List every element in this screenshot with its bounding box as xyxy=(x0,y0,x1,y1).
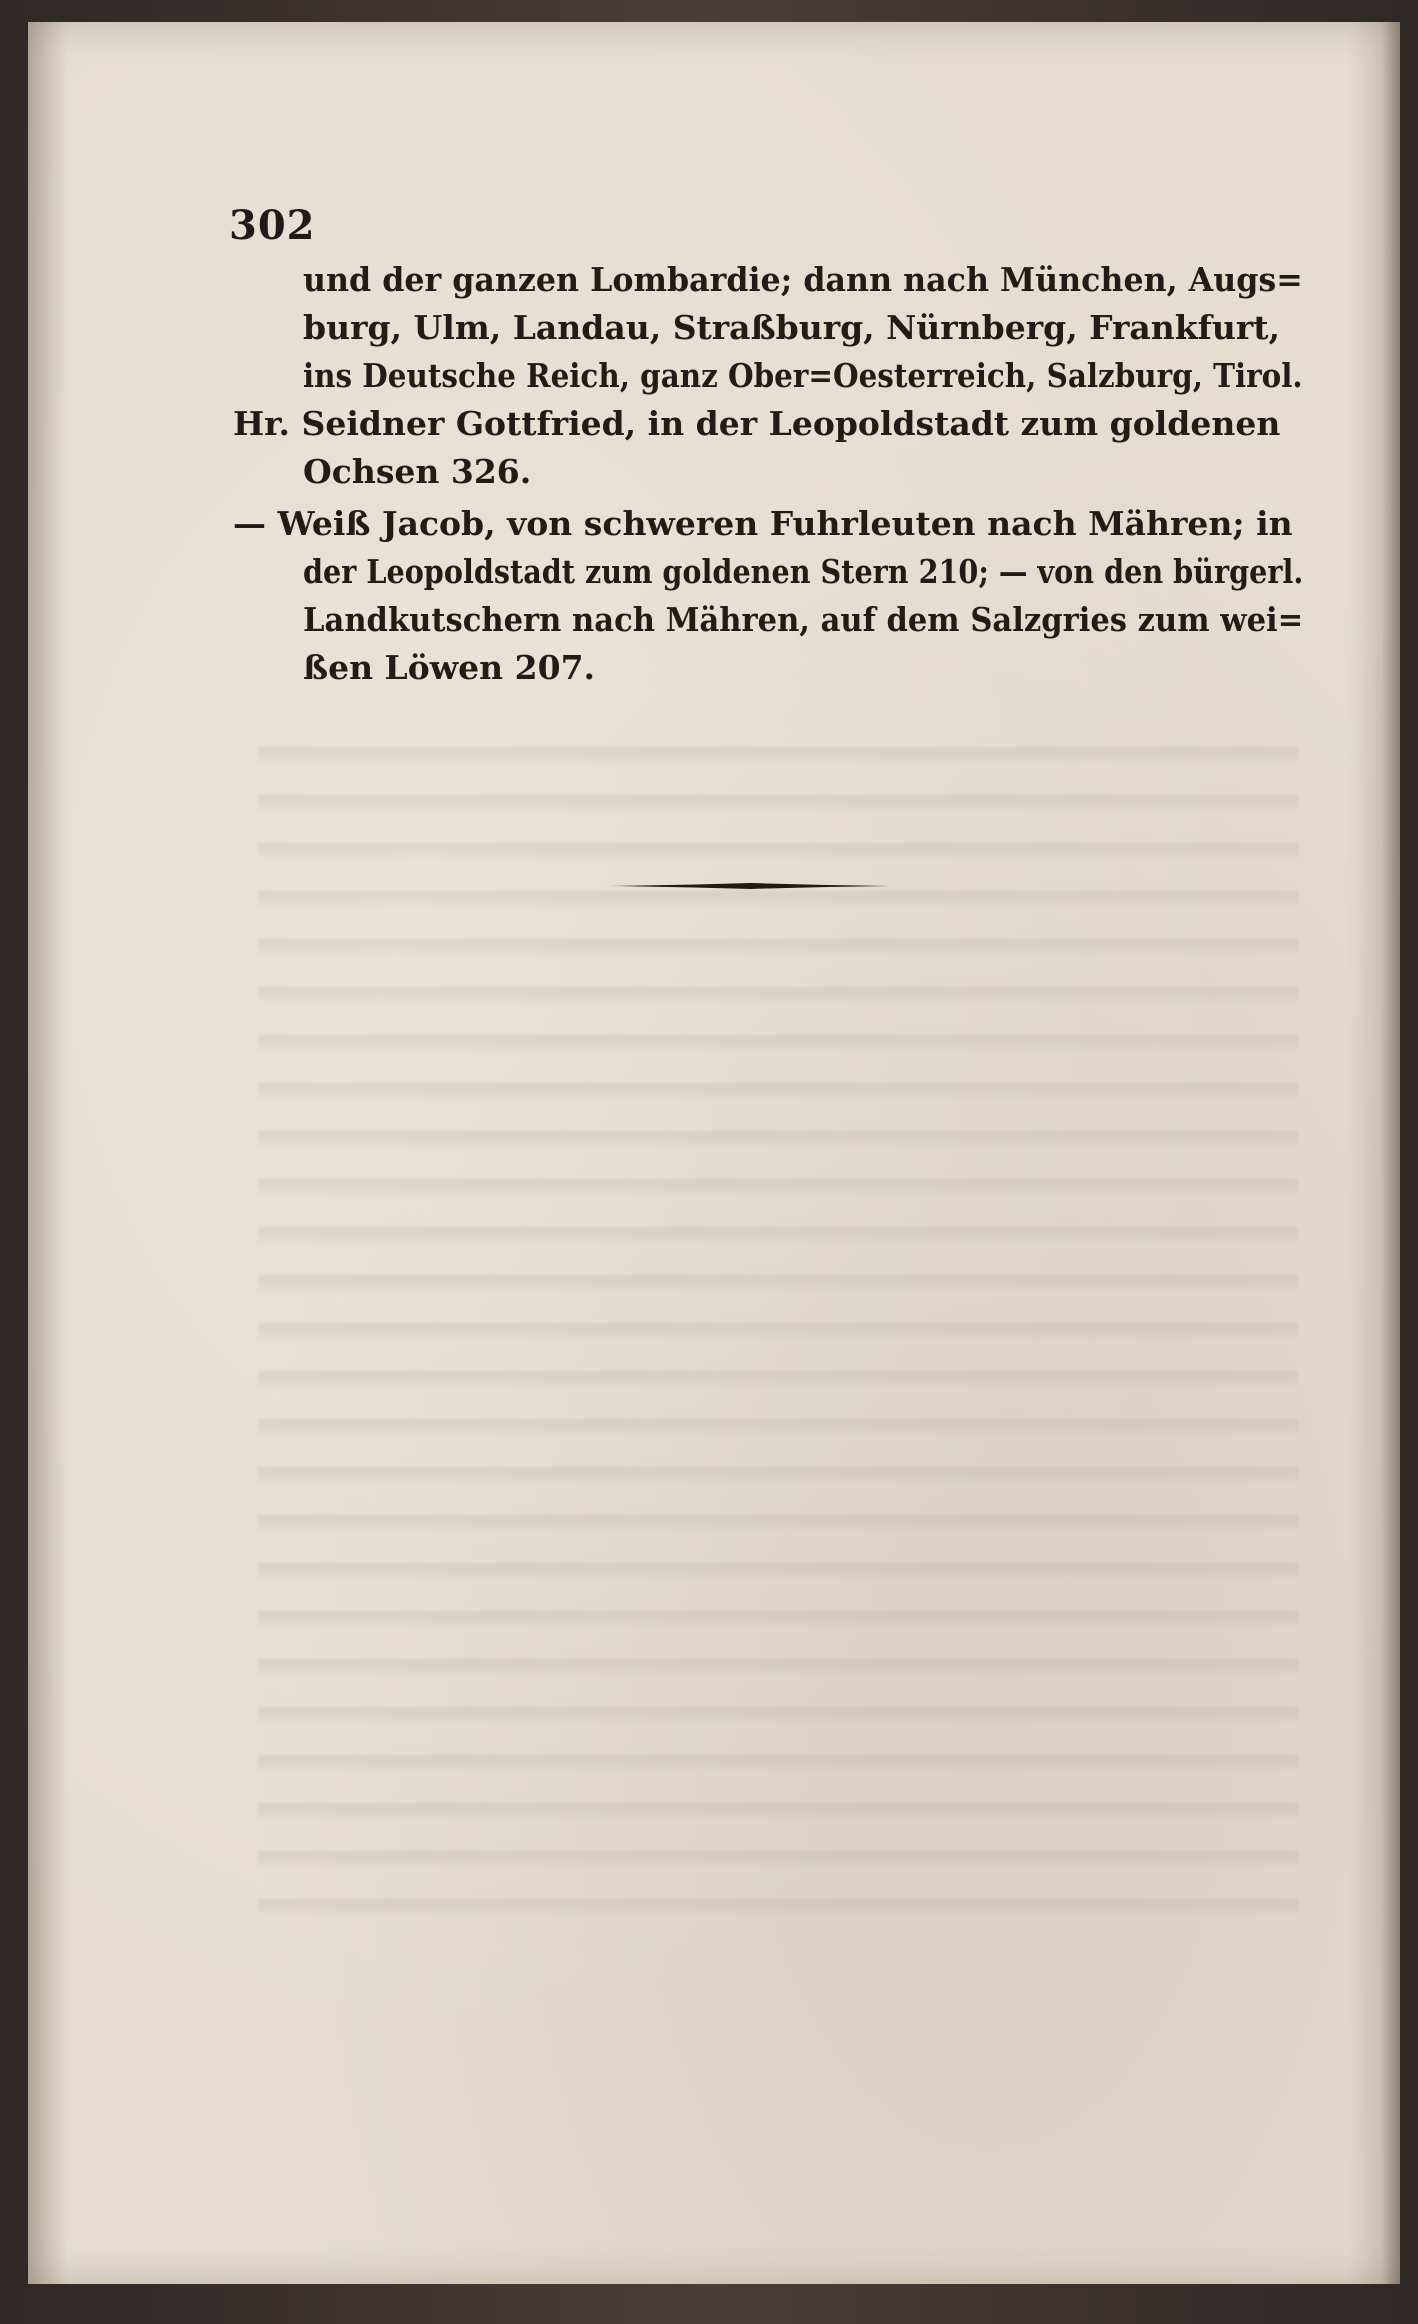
text-body xyxy=(28,22,1400,2284)
page-number: 302 xyxy=(229,202,316,249)
text-line: ßen Löwen 207. xyxy=(303,648,596,687)
text-line: und der ganzen Lombardie; dann nach München, Augs= xyxy=(303,260,1303,299)
text-line: Ochsen 326. xyxy=(303,452,532,491)
text-line: burg, Ulm, Landau, Straßburg, Nürnberg, Frankfurt, xyxy=(303,308,1280,347)
text-line: ins Deutsche Reich, ganz Ober=Oesterreich, Salzburg, Tirol. xyxy=(303,356,1303,395)
book-page xyxy=(28,22,1400,2284)
entry-line-seidner: Hr. Seidner Gottfried, in der Leopoldstadt zum goldenen xyxy=(233,404,1281,443)
text-line: Landkutschern nach Mähren, auf dem Salzgries zum wei= xyxy=(303,600,1304,639)
entry-line-weiss: — Weiß Jacob, von schweren Fuhrleuten nach Mähren; in xyxy=(233,504,1293,543)
text-line: der Leopoldstadt zum goldenen Stern 210; — von den bürgerl. xyxy=(303,552,1304,591)
section-divider-rule xyxy=(611,882,891,890)
